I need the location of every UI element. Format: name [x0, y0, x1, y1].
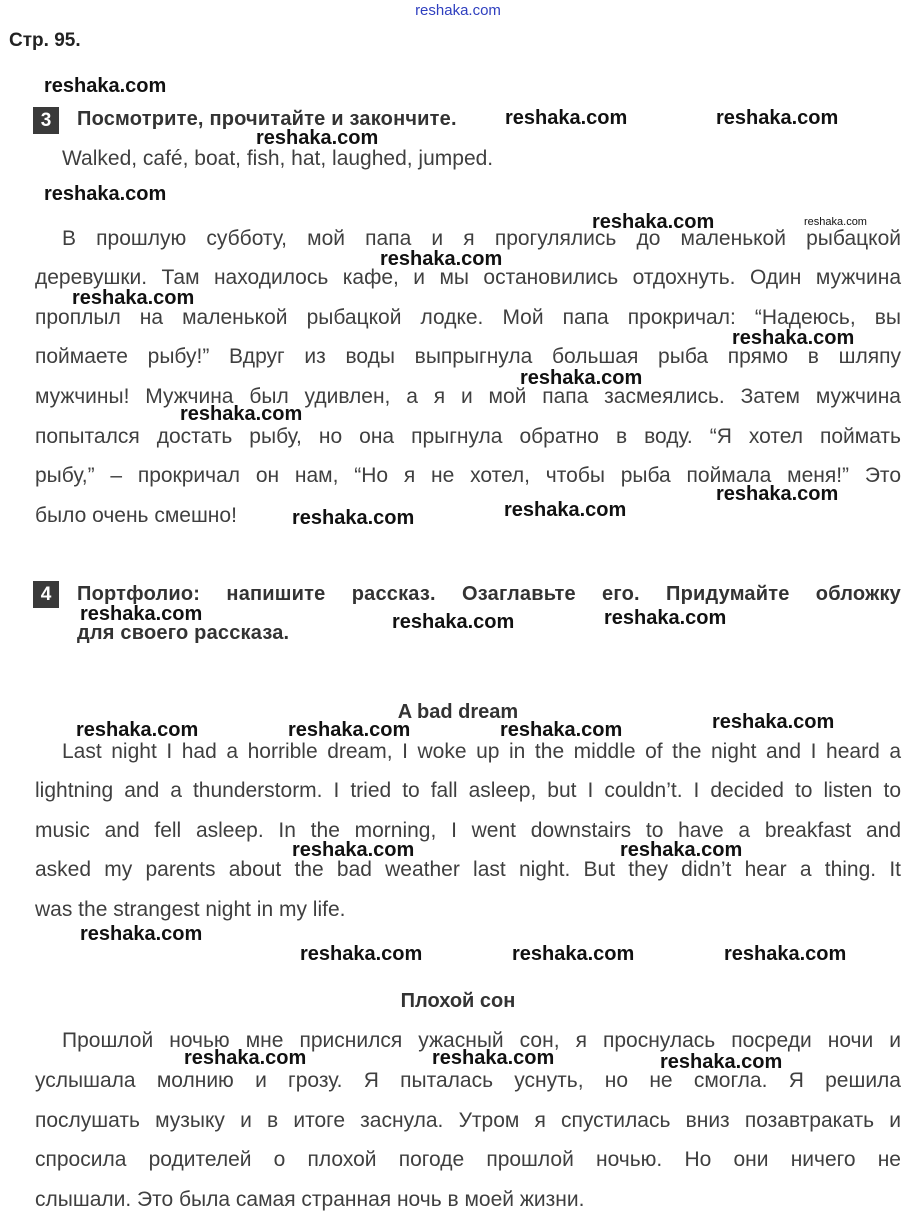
watermark: reshaka.com	[300, 943, 423, 965]
watermark: reshaka.com	[288, 719, 411, 741]
task-3-story-line: было очень смешно!	[35, 504, 237, 527]
english-story-line: music and fell asleep. In the morning, I went downstairs to have a breakfast and	[35, 819, 901, 842]
task-3-heading: Посмотрите, прочитайте и закончите.	[77, 108, 457, 130]
task-4-heading: Портфолио: напишите рассказ. Озаглавьте его. Придумайте обложку	[77, 583, 901, 605]
watermark: reshaka.com	[76, 719, 199, 741]
task-4-number-badge: 4	[33, 581, 59, 608]
watermark: reshaka.com	[712, 711, 835, 733]
watermark: reshaka.com	[80, 603, 203, 625]
watermark: reshaka.com	[380, 248, 503, 270]
task-4-heading-continued: для своего рассказа.	[77, 622, 290, 644]
task-3-story-line: поймаете рыбу!” Вдруг из воды выпрыгнула большая рыба прямо в шляпу	[35, 345, 901, 368]
watermark: reshaka.com	[44, 75, 167, 97]
watermark: reshaka.com	[592, 211, 715, 233]
task-3-story-line: рыбу,” – прокричал он нам, “Но я не хотел, чтобы рыба поймала меня!” Это	[35, 464, 901, 487]
watermark: reshaka.com	[256, 127, 379, 149]
watermark: reshaka.com	[504, 499, 627, 521]
watermark: reshaka.com	[804, 216, 867, 228]
watermark: reshaka.com	[500, 719, 623, 741]
russian-story-line: спросила родителей о плохой погоде прошлой ночью. Но они ничего не	[35, 1148, 901, 1171]
english-story-line: lightning and a thunderstorm. I tried to fall asleep, but I couldn’t. I decided to listen to	[35, 779, 901, 802]
watermark: reshaka.com	[432, 1047, 555, 1069]
watermark: reshaka.com	[716, 483, 839, 505]
russian-story-line: услышала молнию и грозу. Я пыталась уснуть, но не смогла. Я решила	[35, 1069, 901, 1092]
english-story-title: A bad dream	[397, 701, 519, 723]
page-number: Стр. 95.	[9, 30, 81, 51]
watermark: reshaka.com	[660, 1051, 783, 1073]
task-3-story-line: В прошлую субботу, мой папа и я прогулялись до маленькой рыбацкой	[62, 227, 901, 250]
watermark: reshaka.com	[724, 943, 847, 965]
watermark: reshaka.com	[292, 507, 415, 529]
english-story-line: asked my parents about the bad weather last night. But they didn’t hear a thing. It	[35, 858, 901, 881]
russian-story-line: Прошлой ночью мне приснился ужасный сон, я проснулась посреди ночи и	[62, 1029, 901, 1052]
english-story-line: Last night I had a horrible dream, I woke up in the middle of the night and I heard a	[62, 740, 901, 763]
watermark: reshaka.com	[44, 183, 167, 205]
watermark: reshaka.com	[505, 107, 628, 129]
watermark: reshaka.com	[620, 839, 743, 861]
watermark: reshaka.com	[732, 327, 855, 349]
watermark: reshaka.com	[512, 943, 635, 965]
russian-story-line: слышали. Это была самая странная ночь в моей жизни.	[35, 1188, 585, 1211]
top-watermark: reshaka.com	[415, 2, 501, 19]
russian-story-title: Плохой сон	[400, 990, 516, 1012]
task-3-number-badge: 3	[33, 107, 59, 134]
task-3-story-line: проплыл на маленькой рыбацкой лодке. Мой папа прокричал: “Надеюсь, вы	[35, 306, 901, 329]
watermark: reshaka.com	[80, 923, 203, 945]
task-3-story-line: деревушки. Там находилось кафе, и мы остановились отдохнуть. Один мужчина	[35, 266, 901, 289]
russian-story-line: послушать музыку и в итоге заснула. Утром я спустилась вниз позавтракать и	[35, 1109, 901, 1132]
watermark: reshaka.com	[520, 367, 643, 389]
task-3-word-list: Walked, café, boat, fish, hat, laughed, jumped.	[62, 147, 494, 170]
watermark: reshaka.com	[72, 287, 195, 309]
watermark: reshaka.com	[392, 611, 515, 633]
watermark: reshaka.com	[716, 107, 839, 129]
task-3-story-line: мужчины! Мужчина был удивлен, а я и мой папа засмеялись. Затем мужчина	[35, 385, 901, 408]
watermark: reshaka.com	[292, 839, 415, 861]
watermark: reshaka.com	[604, 607, 727, 629]
watermark: reshaka.com	[180, 403, 303, 425]
watermark: reshaka.com	[184, 1047, 307, 1069]
task-3-story-line: попытался достать рыбу, но она прыгнула обратно в воду. “Я хотел поймать	[35, 425, 901, 448]
english-story-line: was the strangest night in my life.	[35, 898, 346, 921]
